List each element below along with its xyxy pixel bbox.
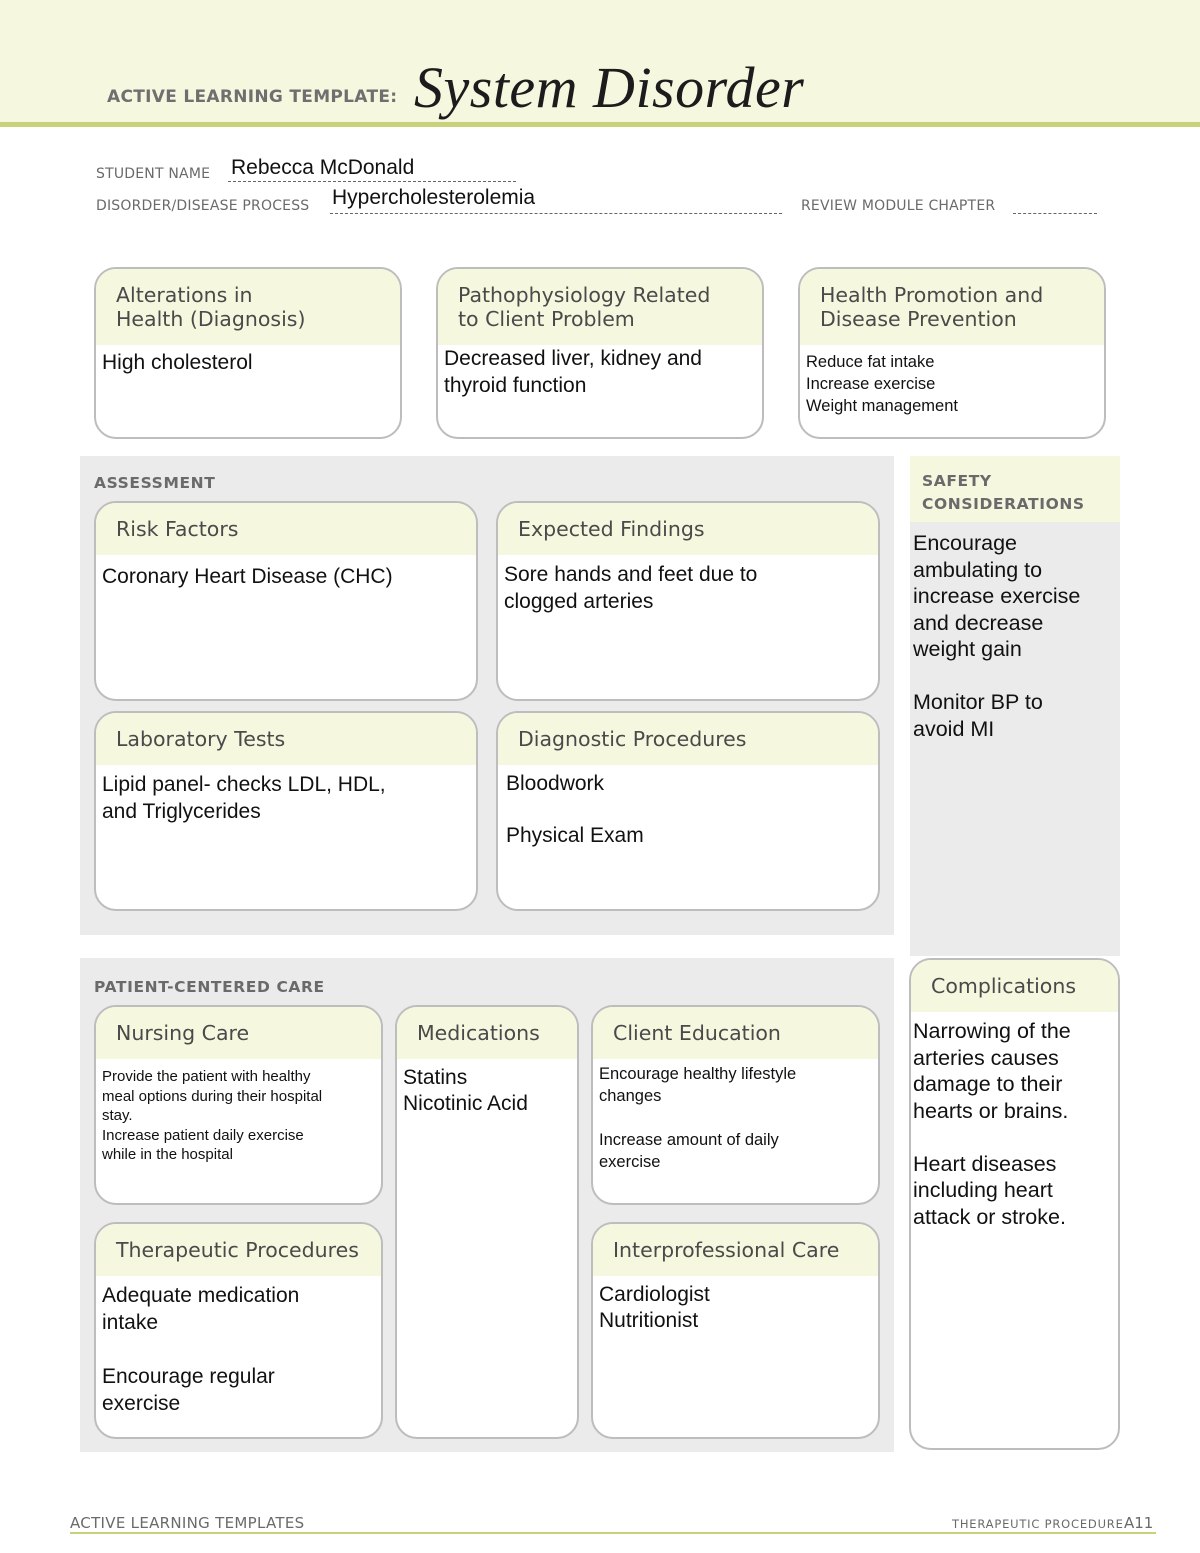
client-education-heading: Client Education	[593, 1007, 878, 1059]
alterations-box	[94, 267, 402, 439]
student-name-field[interactable]: Rebecca McDonald	[231, 156, 415, 179]
header-rule	[0, 122, 1200, 127]
client-education-box	[591, 1005, 880, 1205]
client-education-content[interactable]: Encourage healthy lifestyle changes Increase amount of daily exercise	[599, 1065, 797, 1171]
student-name-label: STUDENT NAME	[96, 166, 211, 182]
laboratory-tests-heading: Laboratory Tests	[96, 713, 476, 765]
review-module-line	[1013, 198, 1097, 214]
disorder-label: DISORDER/DISEASE PROCESS	[96, 198, 310, 214]
safety-content[interactable]: Encourage ambulating to increase exercise and decrease weight gain Monitor BP to avoid MI	[913, 531, 1081, 741]
therapeutic-procedures-heading: Therapeutic Procedures	[96, 1224, 381, 1276]
diagnostic-procedures-box	[496, 711, 880, 911]
diagnostic-procedures-content[interactable]: Bloodwork Physical Exam	[506, 772, 644, 847]
therapeutic-procedures-content[interactable]: Adequate medication intake Encourage regular exercise	[102, 1284, 300, 1415]
diagnostic-procedures-heading: Diagnostic Procedures	[498, 713, 878, 765]
alterations-heading: Alterations in Health (Diagnosis)	[96, 269, 400, 345]
medications-heading: Medications	[397, 1007, 577, 1059]
nursing-care-content[interactable]: Provide the patient with healthy meal options during their hospital stay. Increase patient daily exercise while in the hospital	[102, 1068, 323, 1163]
therapeutic-procedures-box	[94, 1222, 383, 1439]
pathophysiology-heading: Pathophysiology Related to Client Problem	[438, 269, 762, 345]
risk-factors-box	[94, 501, 478, 701]
assessment-label: ASSESSMENT	[94, 474, 216, 492]
alterations-content[interactable]: High cholesterol	[102, 351, 253, 374]
laboratory-tests-box	[94, 711, 478, 911]
footer-title: ACTIVE LEARNING TEMPLATES	[70, 1514, 305, 1532]
interprofessional-care-heading: Interprofessional Care	[593, 1224, 878, 1276]
expected-findings-heading: Expected Findings	[498, 503, 878, 555]
health-promotion-content[interactable]: Reduce fat intake Increase exercise Weight management	[806, 353, 958, 415]
pathophysiology-box	[436, 267, 764, 439]
nursing-care-box	[94, 1005, 383, 1205]
expected-findings-box	[496, 501, 880, 701]
page-title: System Disorder	[414, 55, 805, 120]
risk-factors-heading: Risk Factors	[96, 503, 476, 555]
medications-content[interactable]: Statins Nicotinic Acid	[403, 1066, 528, 1115]
complications-box	[909, 958, 1120, 1450]
laboratory-tests-content[interactable]: Lipid panel- checks LDL, HDL, and Triglycerides	[102, 773, 386, 823]
complications-heading: Complications	[911, 960, 1118, 1012]
safety-label: SAFETY CONSIDERATIONS	[922, 472, 1085, 513]
footer-section: THERAPEUTIC PROCEDURE	[952, 1517, 1124, 1531]
interprofessional-care-content[interactable]: Cardiologist Nutritionist	[599, 1283, 710, 1332]
interprofessional-care-box	[591, 1222, 880, 1439]
review-module-label: REVIEW MODULE CHAPTER	[801, 198, 996, 214]
page-number: A11	[1124, 1514, 1154, 1532]
patient-care-label: PATIENT-CENTERED CARE	[94, 978, 325, 996]
disorder-field[interactable]: Hypercholesterolemia	[332, 186, 536, 209]
health-promotion-box	[798, 267, 1106, 439]
risk-factors-content[interactable]: Coronary Heart Disease (CHC)	[102, 565, 393, 588]
pathophysiology-content[interactable]: Decreased liver, kidney and thyroid function	[444, 347, 702, 397]
health-promotion-heading: Health Promotion and Disease Prevention	[800, 269, 1104, 345]
medications-box	[395, 1005, 579, 1439]
footer-rule	[70, 1532, 1156, 1534]
template-prefix: ACTIVE LEARNING TEMPLATE:	[107, 87, 398, 107]
expected-findings-content[interactable]: Sore hands and feet due to clogged arteries	[504, 563, 758, 613]
complications-content[interactable]: Narrowing of the arteries causes damage to their hearts or brains. Heart diseases including heart attack or stroke.	[913, 1019, 1071, 1229]
nursing-care-heading: Nursing Care	[96, 1007, 381, 1059]
